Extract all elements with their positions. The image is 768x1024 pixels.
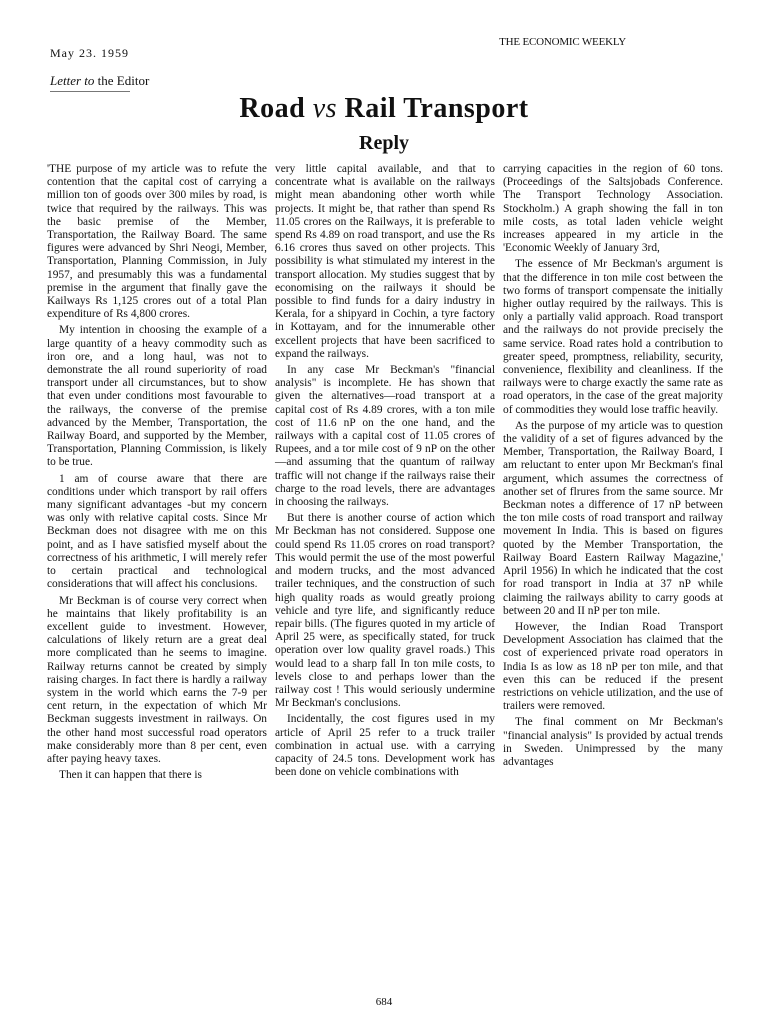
section-label [50, 73, 149, 89]
paragraph: However, the Indian Road Transport Development Association has claimed that the cost of experienced private road operators in India Is as low as 18 nP per ton mile, and that even this can be reduced if the present restrictions on vehicle utilization, and the use of trailers were removed. [503, 620, 723, 713]
section-label-rest: the Editor [94, 73, 150, 88]
paragraph: 'THE purpose of my article was to refute the contention that the capital cost of carrying a million ton of goods over 300 miles by road, is twice that required by the railways. This was the basic premise of the Member, Transportation, the Railway Board. The same figures were advanced by Shri Neogi, Member, Transportation, Planning Commission, in July 1957, and presumably this was a fundamental premise in the argument that finally gave the Kailways Rs 1,125 crores out of a total Plan expenditure of Rs 4,800 crores. [47, 163, 267, 321]
paragraph: 1 am of course aware that there are conditions under which transport by rail offers many significant advantages -but my concern was only with relative capital costs. Since Mr Beckman does not disagree with me on this point, and as I have satisfied myself about the correctness of his arithmetic, I will merely refer to certain practical and technological considerations that will affect his conclusions. [47, 472, 267, 591]
article-subtitle: Reply [359, 132, 409, 154]
paragraph: Then it can happen that there is [59, 769, 202, 782]
text-column-1 [47, 163, 267, 785]
section-label-italic: Letter to [50, 73, 95, 88]
paragraph: Mr Beckman is of course very correct when he maintains that likely profitability is an excellent guide to investment. However, calculations of likely return are a great deal more complicated than he seems to imagine. Railway returns cannot be created by simply raising charges. In fact there is hardly a railway system in the world which earns the 7-9 per cent return, in the expectation of which Mr Beckman suggests investment in railways. On the other hand most successful road operators make considerably more than 8 per cent, even after paying heavy taxes. [47, 594, 267, 765]
text-column-2 [275, 163, 495, 782]
issue-date: May 23. 1959 [50, 46, 129, 60]
paragraph: Incidentally, the cost figures used in my article of April 25 refer to a truck trailer combination in actual use. with a carrying capacity of 24.5 tons. Development work has been done on vehicle combinations with [275, 713, 495, 779]
paragraph: The essence of Mr Beckman's argument is that the difference in ton mile cost between the two forms of transport compensate the initially higher outlay required by the railways. This is only a partially valid approach. Road transport and the railways do not provide precisely the same service. Road rates hold a contribution to greater speed, promptness, reliability, security, convenience, flexibility and cleanliness. If the railways were to charge exactly the same rate as road operators, in the case of the great majority of commodities they would lose traffic heavily. [503, 258, 723, 416]
paragraph: The final comment on Mr Beckman's "financial analysis" Is provided by actual trends in Sweden. Unimpressed by the many advantages [503, 716, 723, 768]
title-part-a: Road [239, 93, 313, 124]
paragraph: As the purpose of my article was to question the validity of a set of figures advanced by the Member, Transportation, the Railway Board, I am reluctant to enter upon Mr Beckman's final argument, which assumes the correctness of another set of flrures from the same source. Mr Beckman notes a difference of 17 nP between the ton mile costs of road transport and railway movement In India. This is based on figures quoted by the Member Transportation, the Railway Board Eastern Railway Magazine,' April 1956) In which he indicated that the cost for road transport in India at 37 nP while claiming the railways ability to carry goods at between 20 and II nP per ton mile. [503, 419, 723, 617]
section-divider [50, 91, 130, 92]
paragraph: carrying capacities in the region of 60 tons. (Proceedings of the Saltsjobads Conference. The Transport Technology Association. Stockholm.) A graph showing the fall in ton mile costs, as total laden vehicle weight increases appeared in my article in the 'Economic Weekly of January 3rd, [503, 163, 723, 255]
page-number: 684 [375, 996, 393, 1008]
title-vs: vs [312, 93, 338, 124]
publication-name: THE ECONOMIC WEEKLY [499, 36, 626, 48]
paragraph: But there is another course of action which Mr Beckman has not considered. Suppose one could spend Rs 11.05 crores on road transport? This would permit the use of the most powerful and modern trucks, and the most advanced trailer techniques, and the construction of such high quality roads as would greatly proiong vehicle and tyre life, and significantly reduce repair bills. (The figures quoted in my article of April 25 were, as specifically stated, for truck operation over low quality gravel roads.) This would lead to a sharp fall In ton mile costs, to levels close to and perhaps lower than the railway cost ! This would seriously undermine Mr Beckman's conclusions. [275, 512, 495, 710]
paragraph: In any case Mr Beckman's "financial analysis" is incomplete. He has shown that given the alternatives—road transport at a capital cost of Rs 4.89 crores, with a ton mile cost of 11.6 nP on the one hand, and the railways with a capital cost of 11.05 crores of Rupees, and a tor mile cost of 9 nP on the other—and assuming that the quantum of railway traffic will not change if the railways raise their charge to the road levels, there are advantages in choosing the railways. [275, 364, 495, 509]
article-title [0, 93, 768, 125]
title-part-b: Rail Transport [337, 93, 529, 124]
text-column-3 [503, 163, 723, 772]
paragraph: My intention in choosing the example of a large quantity of a heavy commodity such as iron ore, and a long haul, was not to demonstrate the all round superiority of road transport under all circumstances, but to show that even under conditions most favourable to the railways, the converse of the premise advanced by the Member, Transportation, the Railway Board, and supported by the Member, Transportation, Planning Commission, is likely to be true. [47, 324, 267, 469]
paragraph: very little capital available, and that to concentrate what is available on the railways might mean abandoning other worth while projects. It might be, that rather than spend Rs 11.05 crores on the Railways, it is preferable to spend Rs 4.89 on road transport, and use the Rs 6.16 crores thus saved on other projects. This possibility is what stimulated my interest in the transport allocation. My studies suggest that by economising on the railways it should be possible to find funds for a dairy industry in Kerala, for a shipyard in Cochin, a tyre factory in Kottayam, and for the innumerable other excellent projects that have been sacrificed to expand the railways. [275, 163, 495, 360]
